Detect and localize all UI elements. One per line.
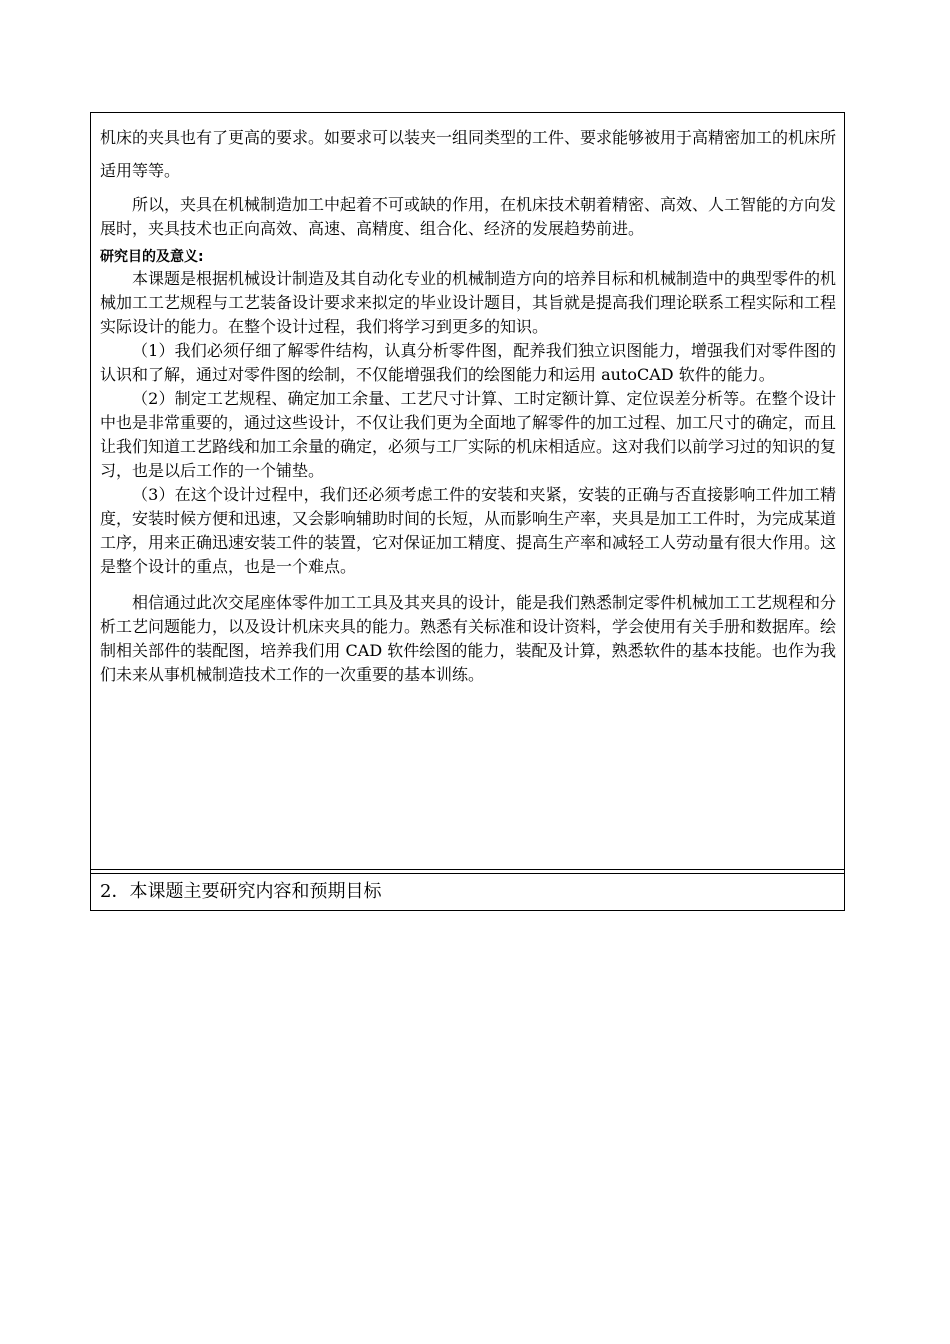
document-table <box>90 112 845 911</box>
purpose-paragraph-4: （3）在这个设计过程中，我们还必须考虑工件的安装和夹紧，安装的正确与否直接影响工件加工精度，安装时候方便和迅速，又会影响辅助时间的长短，从而影响生产率，夹具是加工工件时，为完成某道工序，用来正确迅速安装工件的装置，它对保证加工精度、提高生产率和减轻工人劳动量有很大作用。这是整个设计的重点，也是一个难点。 <box>100 485 837 576</box>
content-body <box>100 113 836 687</box>
purpose-paragraph-5: 相信通过此次交尾座体零件加工工具及其夹具的设计，能是我们熟悉制定零件机械加工工艺规程和分析工艺问题能力，以及设计机床夹具的能力。熟悉有关标准和设计资料，学会使用有关手册和数据库。绘制相关部件的装配图，培养我们用 CAD 软件绘图的能力，装配及计算，熟悉软件的基本技能。也作为我们未来从事机械制造技术工作的一次重要的基本训练。 <box>100 593 837 684</box>
purpose-paragraph-2: （1）我们必须仔细了解零件结构，认真分析零件图，配养我们独立识图能力，增强我们对零件图的认识和了解，通过对零件图的绘制，不仅能增强我们的绘图能力和运用 autoCAD 软件的能力。 <box>100 341 836 384</box>
purpose-paragraph-1: 本课题是根据机械设计制造及其自动化专业的机械制造方向的培养目标和机械制造中的典型零件的机械加工工艺规程与工艺装备设计要求来拟定的毕业设计题目，其旨就是提高我们理论联系工程实际和工程实际设计的能力。在整个设计过程，我们将学习到更多的知识。 <box>100 269 837 336</box>
section-2-title: 2．本课题主要研究内容和预期目标 <box>100 881 382 902</box>
intro-paragraph-1: 机床的夹具也有了更高的要求。如要求可以装夹一组同类型的工件、要求能够被用于高精密加工的机床所适用等等。 <box>100 128 837 180</box>
content-cell <box>91 113 844 870</box>
intro-paragraph-2: 所以，夹具在机械制造加工中起着不可或缺的作用，在机床技术朝着精密、高效、人工智能的方向发展时，夹具技术也正向高效、高速、高精度、组合化、经济的发展趋势前进。 <box>100 195 837 238</box>
purpose-paragraph-3: （2）制定工艺规程、确定加工余量、工艺尺寸计算、工时定额计算、定位误差分析等。在整个设计中也是非常重要的，通过这些设计，不仅让我们更为全面地了解零件的加工过程、加工尺寸的确定，而且让我们知道工艺路线和加工余量的确定，必须与工厂实际的机床相适应。这对我们以前学习过的知识的复习，也是以后工作的一个铺垫。 <box>100 389 837 480</box>
section-2-cell <box>91 874 844 910</box>
purpose-heading: 研究目的及意义: <box>100 249 204 265</box>
